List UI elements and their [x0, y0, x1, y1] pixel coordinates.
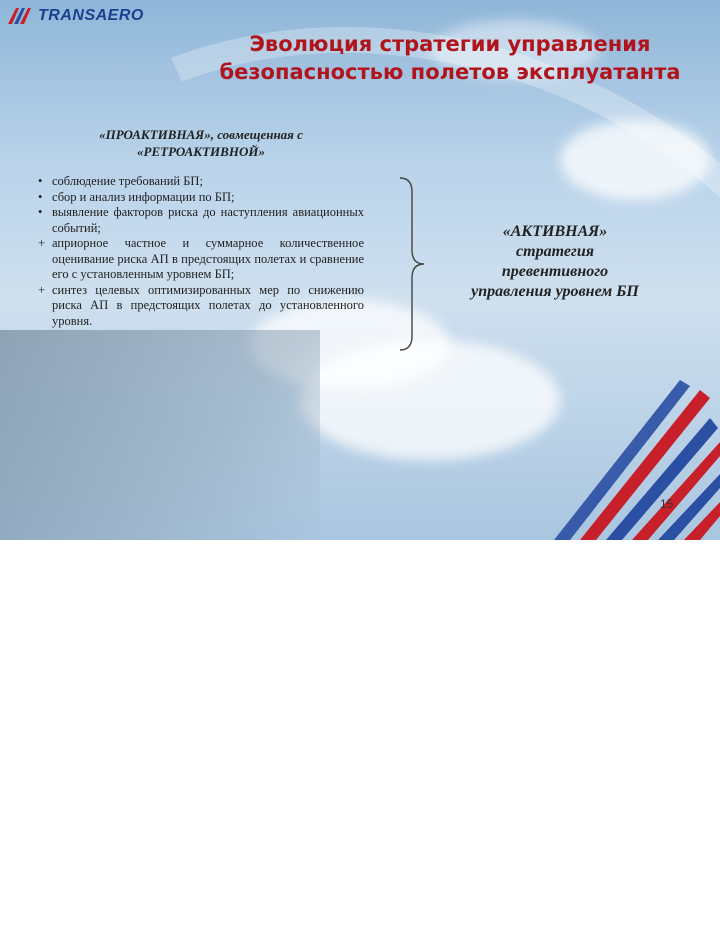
- bullet-marker: •: [38, 174, 43, 188]
- active-strategy-line-2: стратегия: [516, 243, 594, 260]
- list-item-text: синтез целевых оптимизированных мер по снижению риска АП в предстоящих полетах до установленного уровня.: [52, 282, 364, 328]
- list-item-text: априорное частное и суммарное количественное оценивание риска АП в предстоящих полетах и сравнение его с установленным уровнем БП;: [52, 236, 364, 281]
- logo-icon: [6, 6, 34, 26]
- list-item: [38, 174, 364, 190]
- bullet-marker: •: [38, 189, 43, 204]
- active-strategy-line-4: управления уровнем БП: [471, 283, 639, 300]
- company-logo: [6, 6, 144, 26]
- slide-title: [190, 30, 710, 86]
- proactive-heading-line-1: «ПРОАКТИВНАЯ», совмещенная с: [99, 127, 303, 142]
- bullet-marker: •: [38, 205, 43, 219]
- proactive-strategy-block: [38, 126, 364, 329]
- active-strategy-line-3: превентивного: [501, 263, 609, 280]
- active-strategy-block: [455, 222, 655, 302]
- list-item: [38, 236, 364, 283]
- list-item-text: выявление факторов риска до наступления авиационных событий;: [52, 205, 364, 235]
- title-line-1: Эволюция стратегии управления: [249, 32, 651, 56]
- curly-brace: [396, 176, 426, 352]
- list-item: [38, 205, 364, 236]
- proactive-heading: [38, 126, 364, 160]
- page-number: 15: [660, 497, 674, 511]
- plus-marker: +: [38, 236, 46, 250]
- measures-list: [38, 174, 364, 329]
- list-item: [38, 283, 364, 330]
- list-item: [38, 190, 364, 206]
- list-item-text: соблюдение требований БП;: [52, 174, 203, 188]
- active-strategy-line-1: «АКТИВНАЯ»: [502, 223, 608, 240]
- logo-text: TRANSAERO: [38, 7, 144, 24]
- proactive-heading-line-2: «РЕТРОАКТИВНОЙ»: [137, 144, 265, 159]
- brand-stripes: [540, 370, 720, 540]
- list-item-text: сбор и анализ информации по БП;: [52, 189, 235, 204]
- plus-marker: +: [38, 282, 46, 297]
- aircraft-image: [0, 330, 320, 540]
- title-line-2: безопасностью полетов эксплуатанта: [219, 60, 681, 84]
